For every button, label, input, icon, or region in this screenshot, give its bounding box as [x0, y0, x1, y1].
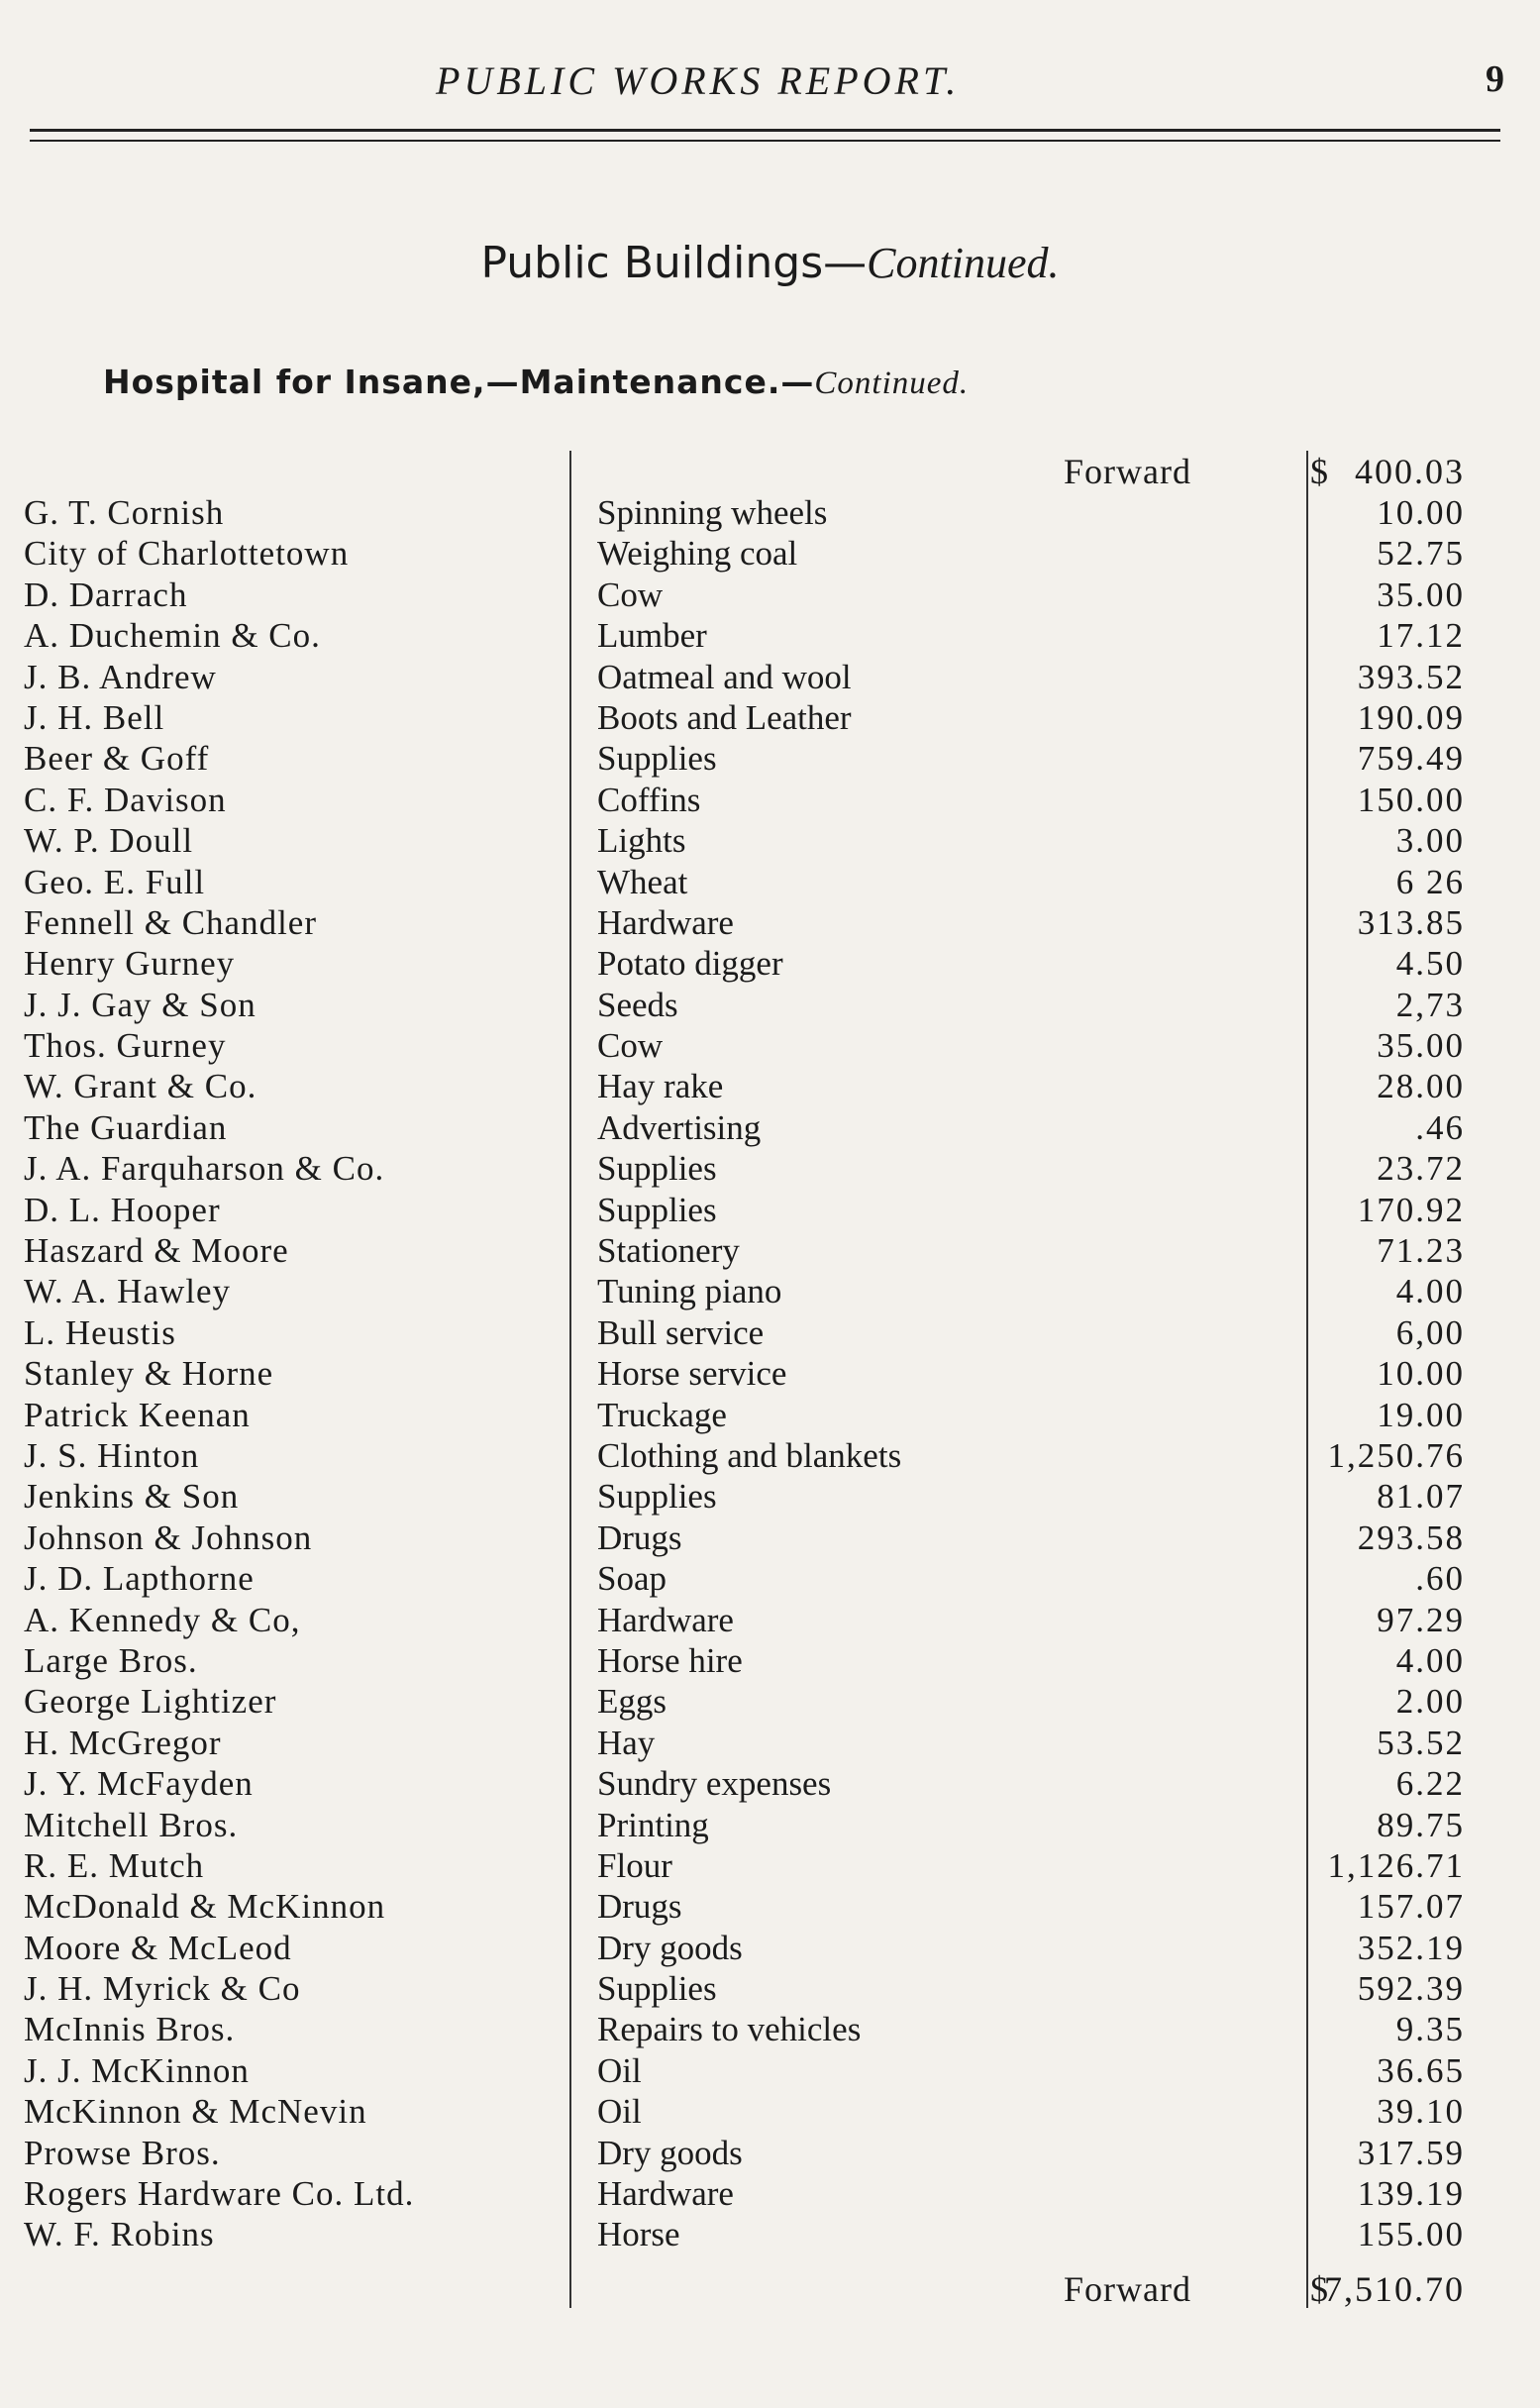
payee-name: Thos. Gurney [24, 1026, 227, 1066]
item-description: Supplies [597, 1477, 717, 1517]
payee-name: W. Grant & Co. [24, 1067, 257, 1106]
amount: 4.00 [1395, 1640, 1465, 1680]
amount: 139.19 [1357, 2174, 1465, 2214]
ledger-row [0, 1312, 1540, 1353]
payee-name: W. F. Robins [24, 2215, 215, 2254]
amount: .46 [1415, 1107, 1465, 1147]
ledger-row [0, 2214, 1540, 2254]
amount: 10.00 [1377, 1354, 1465, 1394]
item-description: Hardware [597, 902, 734, 942]
sub-title [103, 363, 969, 402]
running-title: PUBLIC WORKS REPORT. [436, 58, 961, 103]
payee-name: Beer & Goff [24, 739, 210, 779]
item-description: Dry goods [597, 1928, 743, 1967]
amount: 35.00 [1377, 1026, 1465, 1066]
ledger-row [0, 2173, 1540, 2214]
payee-name: C. F. Davison [24, 780, 227, 819]
ledger-row [0, 1968, 1540, 2009]
payee-name: Jenkins & Son [24, 1477, 240, 1517]
ledger-row [0, 1600, 1540, 1640]
ledger-row [0, 1886, 1540, 1927]
amount: 393.52 [1357, 657, 1465, 696]
payee-name: D. Darrach [24, 575, 188, 614]
ledger-row [0, 1640, 1540, 1681]
ledger-row [0, 1805, 1540, 1845]
amount: 150.00 [1357, 780, 1465, 819]
payee-name: J. Y. McFayden [24, 1764, 254, 1804]
ledger-row [0, 1763, 1540, 1804]
payee-name: J. B. Andrew [24, 657, 217, 696]
amount: .60 [1415, 1559, 1465, 1599]
item-description: Eggs [597, 1682, 667, 1722]
item-description: Sundry expenses [597, 1764, 832, 1804]
ledger-table [0, 492, 1540, 2255]
amount: 52.75 [1377, 534, 1465, 574]
header-rule [30, 129, 1500, 132]
item-description: Boots and Leather [597, 697, 852, 737]
ledger-row [0, 1230, 1540, 1271]
amount: 170.92 [1357, 1190, 1465, 1229]
item-description: Lumber [597, 616, 707, 656]
payee-name: George Lightizer [24, 1682, 277, 1722]
ledger-row [0, 697, 1540, 738]
item-description: Horse [597, 2215, 680, 2254]
payee-name: Haszard & Moore [24, 1231, 289, 1271]
item-description: Seeds [597, 985, 678, 1024]
item-description: Weighing coal [597, 534, 798, 574]
payee-name: J. J. Gay & Son [24, 985, 257, 1024]
payee-name: Large Bros. [24, 1640, 198, 1680]
amount: 1,250.76 [1327, 1435, 1465, 1475]
item-description: Hardware [597, 1600, 734, 1639]
item-description: Hay [597, 1723, 656, 1762]
header-rule-thin [30, 140, 1500, 142]
item-description: Cow [597, 1026, 664, 1066]
ledger-row [0, 1271, 1540, 1311]
payee-name: W. A. Hawley [24, 1272, 232, 1311]
running-header [0, 57, 1540, 107]
ledger-row [0, 985, 1540, 1025]
ledger-row [0, 1518, 1540, 1558]
payee-name: Johnson & Johnson [24, 1518, 313, 1557]
payee-name: Patrick Keenan [24, 1395, 251, 1434]
amount: 89.75 [1377, 1805, 1465, 1844]
ledger-row [0, 1928, 1540, 1968]
amount: 352.19 [1357, 1928, 1465, 1967]
amount: 6 26 [1395, 862, 1465, 901]
ledger-row [0, 1435, 1540, 1476]
amount: 17.12 [1377, 616, 1465, 656]
payee-name: G. T. Cornish [24, 493, 225, 532]
item-description: Spinning wheels [597, 493, 828, 532]
item-description: Tuning piano [597, 1272, 782, 1311]
payee-name: D. L. Hooper [24, 1190, 221, 1229]
amount: 155.00 [1357, 2215, 1465, 2254]
item-description: Lights [597, 821, 686, 861]
amount: 9.35 [1395, 2010, 1465, 2049]
item-description: Horse service [597, 1354, 787, 1394]
item-description: Repairs to vehicles [597, 2010, 862, 2049]
payee-name: J. H. Myrick & Co [24, 1969, 301, 2009]
ledger-row [0, 492, 1540, 533]
currency-sign: $ [1310, 452, 1328, 491]
item-description: Truckage [597, 1395, 727, 1434]
item-description: Drugs [597, 1887, 682, 1927]
amount: 759.49 [1357, 739, 1465, 779]
item-description: Supplies [597, 1969, 717, 2009]
payee-name: J. D. Lapthorne [24, 1559, 255, 1599]
amount: 6,00 [1395, 1312, 1465, 1352]
item-description: Oil [597, 2050, 642, 2090]
ledger-row [0, 2009, 1540, 2049]
ledger-row [0, 2133, 1540, 2173]
item-description: Clothing and blankets [597, 1435, 902, 1475]
item-description: Bull service [597, 1312, 765, 1352]
ledger-row [0, 2091, 1540, 2132]
amount: 3.00 [1395, 821, 1465, 861]
payee-name: J. J. McKinnon [24, 2050, 250, 2090]
amount: 81.07 [1377, 1477, 1465, 1517]
item-description: Supplies [597, 739, 717, 779]
payee-name: McInnis Bros. [24, 2010, 236, 2049]
payee-name: City of Charlottetown [24, 534, 350, 574]
amount: 19.00 [1377, 1395, 1465, 1434]
ledger-row [0, 902, 1540, 943]
amount: 97.29 [1377, 1600, 1465, 1639]
amount: 317.59 [1357, 2133, 1465, 2172]
forward-label: Forward [1064, 2269, 1191, 2309]
payee-name: Fennell & Chandler [24, 902, 318, 942]
ledger-row [0, 1190, 1540, 1230]
ledger-row [0, 575, 1540, 615]
payee-name: Rogers Hardware Co. Ltd. [24, 2174, 415, 2214]
ledger-row [0, 1025, 1540, 1066]
payee-name: W. P. Doull [24, 821, 194, 861]
payee-name: McKinnon & McNevin [24, 2092, 367, 2132]
amount: 592.39 [1357, 1969, 1465, 2009]
amount: 313.85 [1357, 902, 1465, 942]
ledger-row [0, 1845, 1540, 1886]
forward-row-top [0, 451, 1540, 492]
item-description: Flour [597, 1845, 672, 1885]
amount: 28.00 [1377, 1067, 1465, 1106]
ledger-row [0, 1107, 1540, 1148]
payee-name: J. A. Farquharson & Co. [24, 1149, 385, 1189]
amount: 35.00 [1377, 575, 1465, 614]
ledger-row [0, 1723, 1540, 1763]
payee-name: McDonald & McKinnon [24, 1887, 386, 1927]
ledger-row [0, 943, 1540, 984]
item-description: Supplies [597, 1190, 717, 1229]
amount: 71.23 [1377, 1231, 1465, 1271]
item-description: Cow [597, 575, 664, 614]
item-description: Printing [597, 1805, 709, 1844]
item-description: Coffins [597, 780, 701, 819]
payee-name: J. S. Hinton [24, 1435, 200, 1475]
ledger-row [0, 1558, 1540, 1599]
payee-name: R. E. Mutch [24, 1845, 205, 1885]
item-description: Supplies [597, 1149, 717, 1189]
item-description: Wheat [597, 862, 688, 901]
ledger-row [0, 820, 1540, 861]
ledger-row [0, 862, 1540, 902]
payee-name: L. Heustis [24, 1312, 176, 1352]
forward-total: 7,510.70 [1324, 2269, 1465, 2309]
ledger-row [0, 1681, 1540, 1722]
amount: 2,73 [1395, 985, 1465, 1024]
payee-name: Geo. E. Full [24, 862, 206, 901]
item-description: Soap [597, 1559, 667, 1599]
section-title-continued: Continued. [867, 239, 1060, 287]
amount: 39.10 [1377, 2092, 1465, 2132]
payee-name: A. Duchemin & Co. [24, 616, 321, 656]
amount: 293.58 [1357, 1518, 1465, 1557]
ledger-row [0, 1353, 1540, 1394]
payee-name: Stanley & Horne [24, 1354, 274, 1394]
item-description: Hay rake [597, 1067, 724, 1106]
item-description: Advertising [597, 1107, 762, 1147]
forward-row-bottom [0, 2268, 1540, 2310]
item-description: Drugs [597, 1518, 682, 1557]
amount: 157.07 [1357, 1887, 1465, 1927]
ledger-row [0, 1395, 1540, 1435]
sub-title-continued: Continued. [814, 366, 970, 401]
payee-name: Mitchell Bros. [24, 1805, 239, 1844]
payee-name: H. McGregor [24, 1723, 222, 1762]
payee-name: Moore & McLeod [24, 1928, 292, 1967]
section-title [0, 238, 1540, 288]
ledger-row [0, 1066, 1540, 1106]
item-description: Horse hire [597, 1640, 743, 1680]
payee-name: The Guardian [24, 1107, 228, 1147]
item-description: Oil [597, 2092, 642, 2132]
amount: 36.65 [1377, 2050, 1465, 2090]
forward-label: Forward [1064, 452, 1191, 491]
item-description: Potato digger [597, 944, 783, 984]
amount: 23.72 [1377, 1149, 1465, 1189]
payee-name: Henry Gurney [24, 944, 236, 984]
amount: 10.00 [1377, 493, 1465, 532]
amount: 6.22 [1395, 1764, 1465, 1804]
amount: 1,126.71 [1327, 1845, 1465, 1885]
section-title-text: Public Buildings— [480, 238, 868, 288]
amount: 190.09 [1357, 697, 1465, 737]
amount: 53.52 [1377, 1723, 1465, 1762]
amount: 4.50 [1395, 944, 1465, 984]
ledger-row [0, 1476, 1540, 1517]
currency-sign: $ [1310, 2269, 1328, 2309]
amount: 2.00 [1395, 1682, 1465, 1722]
item-description: Dry goods [597, 2133, 743, 2172]
forward-amount: 400.03 [1355, 452, 1465, 491]
ledger-row [0, 738, 1540, 779]
ledger-row [0, 2050, 1540, 2091]
ledger-row [0, 1148, 1540, 1189]
amount: 4.00 [1395, 1272, 1465, 1311]
item-description: Stationery [597, 1231, 740, 1271]
item-description: Oatmeal and wool [597, 657, 852, 696]
ledger-row [0, 615, 1540, 656]
payee-name: A. Kennedy & Co, [24, 1600, 301, 1639]
payee-name: J. H. Bell [24, 697, 165, 737]
ledger-row [0, 533, 1540, 574]
payee-name: Prowse Bros. [24, 2133, 221, 2172]
ledger-row [0, 780, 1540, 820]
page-number: 9 [1486, 58, 1504, 100]
sub-title-text: Hospital for Insane,—Maintenance.— [103, 363, 815, 401]
item-description: Hardware [597, 2174, 734, 2214]
ledger-row [0, 657, 1540, 697]
